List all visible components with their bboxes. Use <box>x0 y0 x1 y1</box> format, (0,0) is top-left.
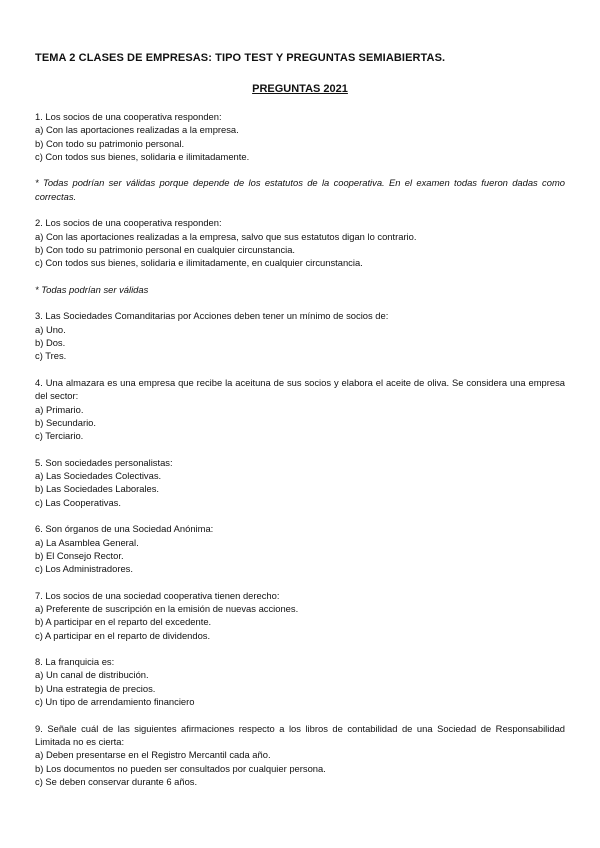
answer-option: b) Con todo su patrimonio personal en cualquier circunstancia. <box>35 243 296 255</box>
question-list <box>35 110 565 801</box>
answer-option: b) Una estrategia de precios. <box>35 682 156 694</box>
answer-option: a) Con las aportaciones realizadas a la empresa. <box>35 124 239 136</box>
question-item <box>35 309 565 362</box>
answer-option: a) Un canal de distribución. <box>35 669 149 681</box>
answer-option: c) Con todos sus bienes, solidaria e ilimitadamente. <box>35 150 250 162</box>
answer-option: c) Tres. <box>35 350 67 362</box>
answer-option: b) Dos. <box>35 337 66 349</box>
question-text: 3. Las Sociedades Comanditarias por Acciones deben tener un mínimo de socios de: <box>35 310 389 322</box>
question-item <box>35 376 565 442</box>
answer-option: a) Uno. <box>35 323 66 335</box>
question-text: 8. La franquicia es: <box>35 656 115 668</box>
question-item <box>35 456 565 509</box>
question-text: 6. Son órganos de una Sociedad Anónima: <box>35 523 214 535</box>
question-text: 9. Señale cuál de las siguientes afirmaciones respecto a los libros de contabilidad de una Sociedad de Responsabilidad Limitada no es cierta: <box>35 722 565 747</box>
answer-option: c) Las Cooperativas. <box>35 496 121 508</box>
question-text: 4. Una almazara es una empresa que recibe la aceituna de sus socios y elabora el aceite de oliva. Se considera una empresa del sector: <box>35 376 565 402</box>
question-item <box>35 110 565 163</box>
question-item <box>35 522 565 575</box>
answer-option: c) A participar en el reparto de dividendos. <box>35 629 211 641</box>
answer-option: c) Un tipo de arrendamiento financiero <box>35 696 195 708</box>
document-title: TEMA 2 CLASES DE EMPRESAS: TIPO TEST Y PREGUNTAS SEMIABIERTAS. <box>35 52 446 64</box>
question-text: 7. Los socios de una sociedad cooperativa tienen derecho: <box>35 589 280 601</box>
answer-note: * Todas podrían ser válidas porque depende de los estatutos de la cooperativa. En el examen todas fueron dadas como correctas. <box>35 177 565 202</box>
answer-option: b) Las Sociedades Laborales. <box>35 483 160 495</box>
question-text: 2. Los socios de una cooperativa responden: <box>35 217 222 229</box>
answer-option: b) Secundario. <box>35 416 96 428</box>
section-heading: PREGUNTAS 2021 <box>252 83 348 95</box>
answer-option: b) El Consejo Rector. <box>35 549 124 561</box>
answer-option: a) Con las aportaciones realizadas a la empresa, salvo que sus estatutos digan lo contrario. <box>35 230 417 242</box>
question-item <box>35 655 565 708</box>
answer-option: a) Deben presentarse en el Registro Mercantil cada año. <box>35 749 271 761</box>
question-item <box>35 216 565 269</box>
answer-option: c) Se deben conservar durante 6 años. <box>35 775 198 787</box>
answer-option: b) Con todo su patrimonio personal. <box>35 137 185 149</box>
answer-option: a) Las Sociedades Colectivas. <box>35 470 162 482</box>
answer-option: a) Primario. <box>35 403 84 415</box>
question-item <box>35 589 565 642</box>
question-item <box>35 722 565 788</box>
answer-option: a) La Asamblea General. <box>35 536 139 548</box>
answer-option: b) A participar en el reparto del excedente. <box>35 616 212 628</box>
answer-option: c) Los Administradores. <box>35 563 133 575</box>
answer-option: c) Terciario. <box>35 430 84 442</box>
question-text: 5. Son sociedades personalistas: <box>35 456 173 468</box>
question-text: 1. Los socios de una cooperativa responden: <box>35 111 222 122</box>
answer-note: * Todas podrían ser válidas <box>35 283 149 295</box>
answer-option: b) Los documentos no pueden ser consultados por cualquier persona. <box>35 762 326 774</box>
answer-option: a) Preferente de suscripción en la emisión de nuevas acciones. <box>35 602 299 614</box>
answer-option: c) Con todos sus bienes, solidaria e ilimitadamente, en cualquier circunstancia. <box>35 257 363 269</box>
